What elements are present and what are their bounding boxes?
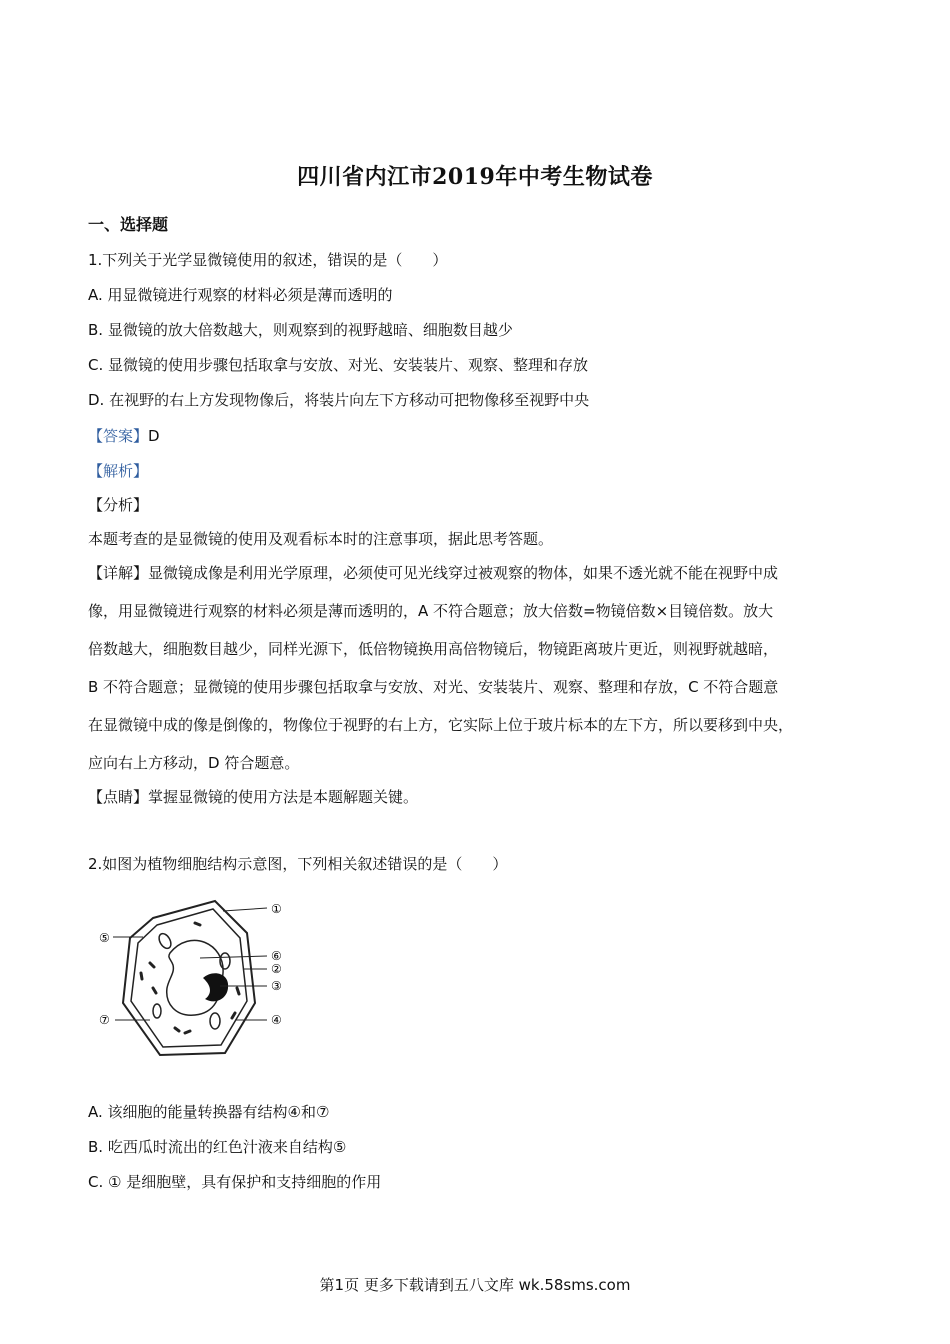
q1-option-c: C. 显微镜的使用步骤包括取拿与安放、对光、安装装片、观察、整理和存放 [88, 356, 589, 374]
particle [195, 923, 200, 925]
label-1: ① [271, 902, 282, 916]
detail-line: 在显微镜中成的像是倒像的，物像位于视野的右上方，它实际上位于玻片标本的左下方，所以要移到中央， [88, 716, 794, 734]
q1-option-a: A. 用显微镜进行观察的材料必须是薄而透明的 [88, 286, 393, 304]
organelle [210, 1013, 220, 1029]
fenxi-text: 本题考查的是显微镜的使用及观看标本时的注意事项，据此思考答题。 [88, 530, 554, 548]
organelle [157, 932, 174, 951]
particle [141, 973, 142, 979]
footer-suffix: 页 更多下载请到五八文库 wk.58sms.com [344, 1276, 631, 1294]
detail-line: 倍数越大，细胞数目越少，同样光源下，低倍物镜换用高倍物镜后，物镜距离玻片更近，则视野就越暗， [88, 640, 779, 658]
q2-option-c: C. ① 是细胞壁，具有保护和支持细胞的作用 [88, 1173, 382, 1191]
label-5: ⑤ [99, 931, 110, 945]
q1-option-d: D. 在视野的右上方发现物像后，将装片向左下方移动可把物像移至视野中央 [88, 391, 590, 409]
page-title: 四川省内江市2019年中考生物试卷 [297, 164, 653, 190]
leader-line [223, 908, 267, 911]
answer-value: D [148, 427, 160, 445]
q1-stem: 1.下列关于光学显微镜使用的叙述，错误的是（ ） [88, 251, 448, 269]
footer-prefix: 第 [319, 1276, 335, 1294]
detail-line: 应向右上方移动，D 符合题意。 [88, 754, 300, 772]
particle [175, 1028, 179, 1031]
particle [153, 988, 156, 993]
label-6: ⑥ [271, 949, 282, 963]
q1-option-b: B. 显微镜的放大倍数越大，则观察到的视野越暗、细胞数目越少 [88, 321, 513, 339]
organelle [153, 1004, 161, 1018]
detail-line: B 不符合题意；显微镜的使用步骤包括取拿与安放、对光、安装装片、观察、整理和存放，C 不符合题意 [88, 678, 779, 696]
label-2: ② [271, 962, 282, 976]
analysis-label: 【解析】 [88, 462, 149, 480]
q2-stem: 2.如图为植物细胞结构示意图，下列相关叙述错误的是（ ） [88, 855, 508, 873]
detail-paragraph [88, 554, 878, 782]
fenxi-label: 【分析】 [88, 496, 149, 514]
plant-cell-diagram [95, 893, 295, 1068]
particle [237, 988, 239, 994]
section-heading: 一、选择题 [88, 215, 169, 234]
footer-page-number: 1 [334, 1276, 345, 1294]
particle [232, 1013, 235, 1018]
detail-line: 像，用显微镜进行观察的材料必须是薄而透明的，A 不符合题意；放大倍数=物镜倍数×目镜倍数。放大 [88, 602, 774, 620]
page-footer [0, 1274, 950, 1295]
label-4: ④ [271, 1013, 282, 1027]
particle [185, 1031, 190, 1033]
q2-option-b: B. 吃西瓜时流出的红色汁液来自结构⑤ [88, 1138, 347, 1156]
particle [150, 963, 154, 967]
answer-label: 【答案】 [88, 427, 149, 445]
label-3: ③ [271, 979, 282, 993]
q1-answer [88, 426, 160, 446]
dianjing-text: 【点睛】掌握显微镜的使用方法是本题解题关键。 [88, 788, 419, 806]
q2-option-a: A. 该细胞的能量转换器有结构④和⑦ [88, 1103, 330, 1121]
label-7: ⑦ [99, 1013, 110, 1027]
detail-line: 【详解】显微镜成像是利用光学原理，必须使可见光线穿过被观察的物体，如果不透光就不能在视野中成 [88, 564, 779, 582]
